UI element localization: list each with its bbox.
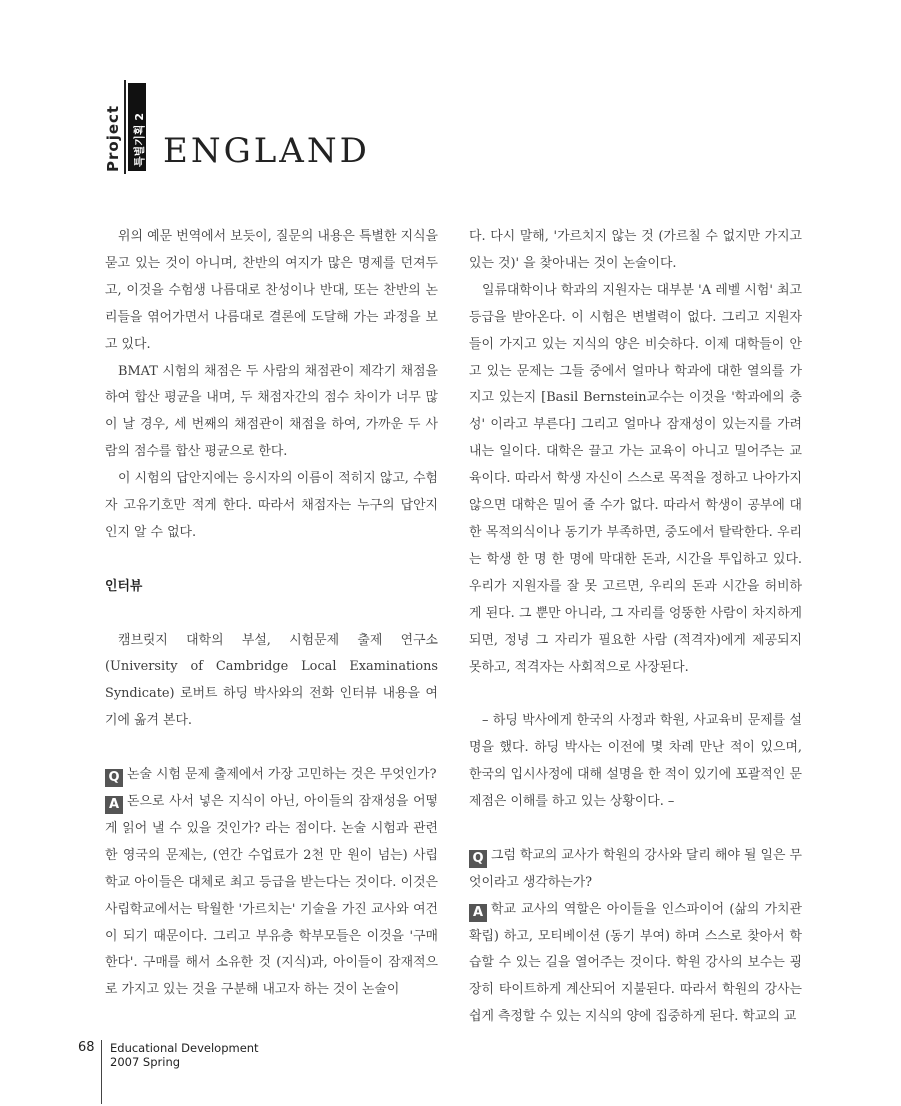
publication-issue: 2007 Spring [110,1055,181,1069]
question-text: 그럼 학교의 교사가 학원의 강사와 달리 해야 될 일은 무엇이라고 생각하는가? [469,847,802,890]
section-heading: 인터뷰 [105,578,143,594]
paragraph: 다. 다시 말해, '가르치지 않는 것 (가르칠 수 없지만 가지고 있는 것)' 을 찾아내는 것이 논술이다. [469,229,802,271]
special-feature-badge: 특별기획 2 [128,83,146,171]
page-title: ENGLAND [163,131,370,171]
answer-text: 학교 교사의 역할은 아이들을 인스파이어 (삶의 가치관 확립) 하고, 모티베이션 (동기 부여) 하며 스스로 찾아서 학습할 수 있는 길을 열어주는 것이다. 학원 강사의 보수는 굉장히 타이트하게 계산되어 지불된다. 따라서 학원의 강사는 쉽게 측정할 수 있는 지식의 양에 집중하게 된다. 학교의 교 [469,901,802,1025]
paragraph: 캠브릿지 대학의 부설, 시험문제 출제 연구소(University of Cambridge Local Examinations Syndicate) 로버트 하딩 박사와의 전화 인터뷰 내용을 여기에 옮겨 본다. [105,632,438,729]
footer-publication [110,1041,259,1069]
question-badge: Q [469,850,487,868]
project-label: Project [104,104,122,172]
answer-badge: A [469,904,487,922]
paragraph: 위의 예문 번역에서 보듯이, 질문의 내용은 특별한 지식을 묻고 있는 것이 아니며, 찬반의 여지가 많은 명제를 던져두고, 이것을 수험생 나름대로 찬성이나 반대, 또는 찬반의 논리들을 엮어가면서 나름대로 결론에 도달해 가는 과정을 보고 있다. [105,229,438,352]
answer-block [469,897,802,1032]
publication-name: Educational Development [110,1041,259,1055]
question-block [105,762,438,789]
answer-text: 돈으로 사서 넣은 지식이 아닌, 아이들의 잠재성을 어떻게 읽어 낼 수 있을 것인가? 라는 점이다. 논술 시험과 관련한 영국의 문제는, (연간 수업료가 2천 만 원이 넘는) 사립학교 아이들은 대체로 최고 등급을 받는다는 것이다. 이것은 사립학교에서는 탁월한 '가르치는' 기술을 가진 교사와 여건이 되기 때문이다. 그리고 부유층 학부모들은 이것을 '구매한다'. 구매를 해서 소유한 것 (지식)과, 아이들이 잠재적으로 가지고 있는 것을 구분해 내고자 하는 것이 논술이 [105,793,438,998]
paragraph: BMAT 시험의 채점은 두 사람의 채점관이 제각기 채점을 하여 합산 평균을 내며, 두 채점자간의 점수 차이가 너무 많이 날 경우, 세 번째의 채점관이 채점을 하여, 가까운 두 사람의 점수를 합산 평균으로 한다. [105,363,438,460]
left-column [105,224,438,1004]
footer-divider [101,1040,102,1104]
answer-block [105,789,438,1004]
question-badge: Q [105,769,123,787]
header-divider [124,80,126,174]
question-block [469,843,802,897]
question-text: 논술 시험 문제 출제에서 가장 고민하는 것은 무엇인가? [127,767,437,783]
paragraph: 일류대학이나 학과의 지원자는 대부분 'A 레벨 시험' 최고등급을 받아온다. 이 시험은 변별력이 없다. 그리고 지원자들이 가지고 있는 지식의 양은 비슷하다. 이제 대학들이 안고 있는 문제는 그들 중에서 얼마나 학과에 대한 열의를 가지고 있는지 [Basil Bernstein교수는 이것을 '학과에의 충성' 이라고 부른다] 그리고 얼마나 잠재성이 있는지를 가려내는 일이다. 대학은 끌고 가는 교육이 아니고 밀어주는 교육이다. 따라서 학생 자신이 스스로 목적을 정하고 나아가지 않으면 대학은 밀어 줄 수가 없다. 따라서 학생이 공부에 대한 목적의식이나 동기가 부족하면, 중도에서 탈락한다. 우리는 학생 한 명 한 명에 막대한 돈과, 시간을 투입하고 있다. 우리가 지원자를 잘 못 고르면, 우리의 돈과 시간을 허비하게 된다. 그 뿐만 아니라, 그 자리를 엉뚱한 사람이 차지하게 되면, 정녕 그 자리가 필요한 사람 (적격자)에게 제공되지 못하고, 적격자는 사회적으로 사장된다. [469,282,802,675]
page-number: 68 [78,1040,95,1055]
answer-badge: A [105,796,123,814]
paragraph: 이 시험의 답안지에는 응시자의 이름이 적히지 않고, 수험자 고유기호만 적게 한다. 따라서 채점자는 누구의 답안지 인지 알 수 없다. [105,471,438,540]
paragraph: – 하딩 박사에게 한국의 사정과 학원, 사교육비 문제를 설명을 했다. 하딩 박사는 이전에 몇 차례 만난 적이 있으며, 한국의 입시사정에 대해 설명을 한 적이 있기에 포괄적인 문제점은 이해를 하고 있는 상황이다. – [469,713,802,810]
right-column [469,224,802,1031]
